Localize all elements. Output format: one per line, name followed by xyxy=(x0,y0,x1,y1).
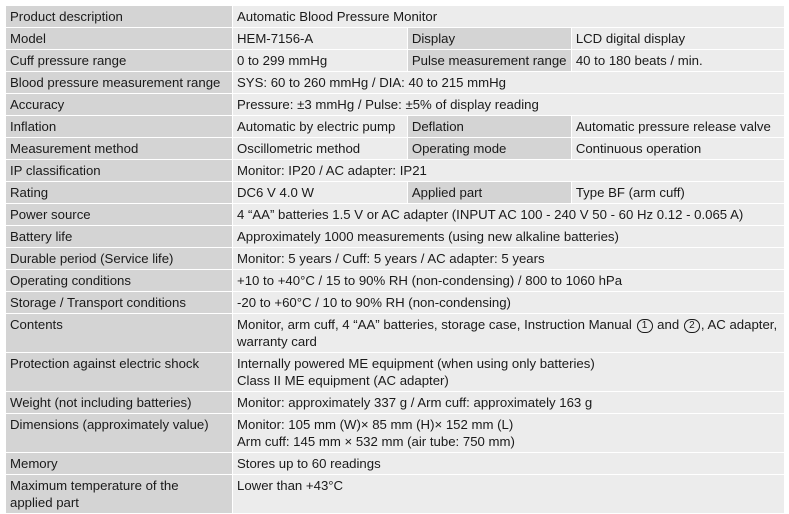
row-label-secondary: Display xyxy=(408,28,571,49)
row-label: Cuff pressure range xyxy=(6,50,232,71)
table-row xyxy=(6,292,784,313)
row-value: Approximately 1000 measurements (using new alkaline batteries) xyxy=(233,226,784,247)
contents-text: Monitor, arm cuff, 4 “AA” batteries, storage case, Instruction Manual xyxy=(237,317,632,332)
row-value xyxy=(233,353,784,391)
table-row xyxy=(6,453,784,474)
value-line-1: Monitor: 105 mm (W)× 85 mm (H)× 152 mm (L) xyxy=(237,417,514,432)
row-label: IP classification xyxy=(6,160,232,181)
row-label: Measurement method xyxy=(6,138,232,159)
contents-text-line2: warranty card xyxy=(237,334,317,349)
table-row xyxy=(6,28,784,49)
table-row xyxy=(6,50,784,71)
row-value xyxy=(233,414,784,452)
contents-text-cont: , AC adapter, xyxy=(700,317,778,332)
row-value-secondary: 40 to 180 beats / min. xyxy=(572,50,784,71)
row-value-secondary: Type BF (arm cuff) xyxy=(572,182,784,203)
row-value-secondary: Continuous operation xyxy=(572,138,784,159)
row-value: Stores up to 60 readings xyxy=(233,453,784,474)
table-row xyxy=(6,94,784,115)
table-row xyxy=(6,138,784,159)
row-label: Inflation xyxy=(6,116,232,137)
row-label xyxy=(6,475,232,513)
row-label: Protection against electric shock xyxy=(6,353,232,391)
table-row xyxy=(6,116,784,137)
row-value-secondary: Automatic pressure release valve xyxy=(572,116,784,137)
row-label: Model xyxy=(6,28,232,49)
circled-number-1: 1 xyxy=(637,319,653,333)
row-label: Contents xyxy=(6,314,232,352)
row-label: Memory xyxy=(6,453,232,474)
table-row xyxy=(6,475,784,513)
row-label-secondary: Deflation xyxy=(408,116,571,137)
row-label: Blood pressure measurement range xyxy=(6,72,232,93)
value-line-2: Arm cuff: 145 mm × 532 mm (air tube: 750 mm) xyxy=(237,434,515,449)
row-label: Operating conditions xyxy=(6,270,232,291)
row-label-secondary: Applied part xyxy=(408,182,571,203)
row-value: Automatic by electric pump xyxy=(233,116,407,137)
table-row xyxy=(6,226,784,247)
row-value: Automatic Blood Pressure Monitor xyxy=(233,6,784,27)
row-value-secondary: LCD digital display xyxy=(572,28,784,49)
row-value: Pressure: ±3 mmHg / Pulse: ±5% of display reading xyxy=(233,94,784,115)
row-value: Monitor: approximately 337 g / Arm cuff: approximately 163 g xyxy=(233,392,784,413)
table-row xyxy=(6,248,784,269)
row-label-secondary: Operating mode xyxy=(408,138,571,159)
row-value: +10 to +40°C / 15 to 90% RH (non-condensing) / 800 to 1060 hPa xyxy=(233,270,784,291)
table-row xyxy=(6,160,784,181)
row-value: Monitor: IP20 / AC adapter: IP21 xyxy=(233,160,784,181)
row-label: Accuracy xyxy=(6,94,232,115)
row-value: Oscillometric method xyxy=(233,138,407,159)
row-label: Storage / Transport conditions xyxy=(6,292,232,313)
contents-and: and xyxy=(657,317,680,332)
row-value: -20 to +60°C / 10 to 90% RH (non-condensing) xyxy=(233,292,784,313)
row-label: Rating xyxy=(6,182,232,203)
table-row xyxy=(6,392,784,413)
table-row xyxy=(6,270,784,291)
row-value: SYS: 60 to 260 mmHg / DIA: 40 to 215 mmHg xyxy=(233,72,784,93)
table-row xyxy=(6,6,784,27)
row-value: 4 “AA” batteries 1.5 V or AC adapter (INPUT AC 100 - 240 V 50 - 60 Hz 0.12 - 0.065 A) xyxy=(233,204,784,225)
row-value: Lower than +43°C xyxy=(233,475,784,513)
row-label: Dimensions (approximately value) xyxy=(6,414,232,452)
table-row xyxy=(6,353,784,391)
row-value: HEM-7156-A xyxy=(233,28,407,49)
row-value xyxy=(233,314,784,352)
row-label: Power source xyxy=(6,204,232,225)
table-row xyxy=(6,182,784,203)
row-value: 0 to 299 mmHg xyxy=(233,50,407,71)
label-line-2: applied part xyxy=(10,495,79,510)
table-row xyxy=(6,204,784,225)
label-line-1: Maximum temperature of the xyxy=(10,478,179,493)
row-label: Durable period (Service life) xyxy=(6,248,232,269)
row-label: Battery life xyxy=(6,226,232,247)
row-label-secondary: Pulse measurement range xyxy=(408,50,571,71)
value-line-1: Internally powered ME equipment (when using only batteries) xyxy=(237,356,595,371)
row-value: DC6 V 4.0 W xyxy=(233,182,407,203)
row-value: Monitor: 5 years / Cuff: 5 years / AC adapter: 5 years xyxy=(233,248,784,269)
table-row xyxy=(6,314,784,352)
row-label: Product description xyxy=(6,6,232,27)
table-row xyxy=(6,72,784,93)
value-line-2: Class II ME equipment (AC adapter) xyxy=(237,373,449,388)
row-label: Weight (not including batteries) xyxy=(6,392,232,413)
table-row xyxy=(6,414,784,452)
circled-number-2: 2 xyxy=(684,319,700,333)
specifications-table xyxy=(5,5,785,514)
